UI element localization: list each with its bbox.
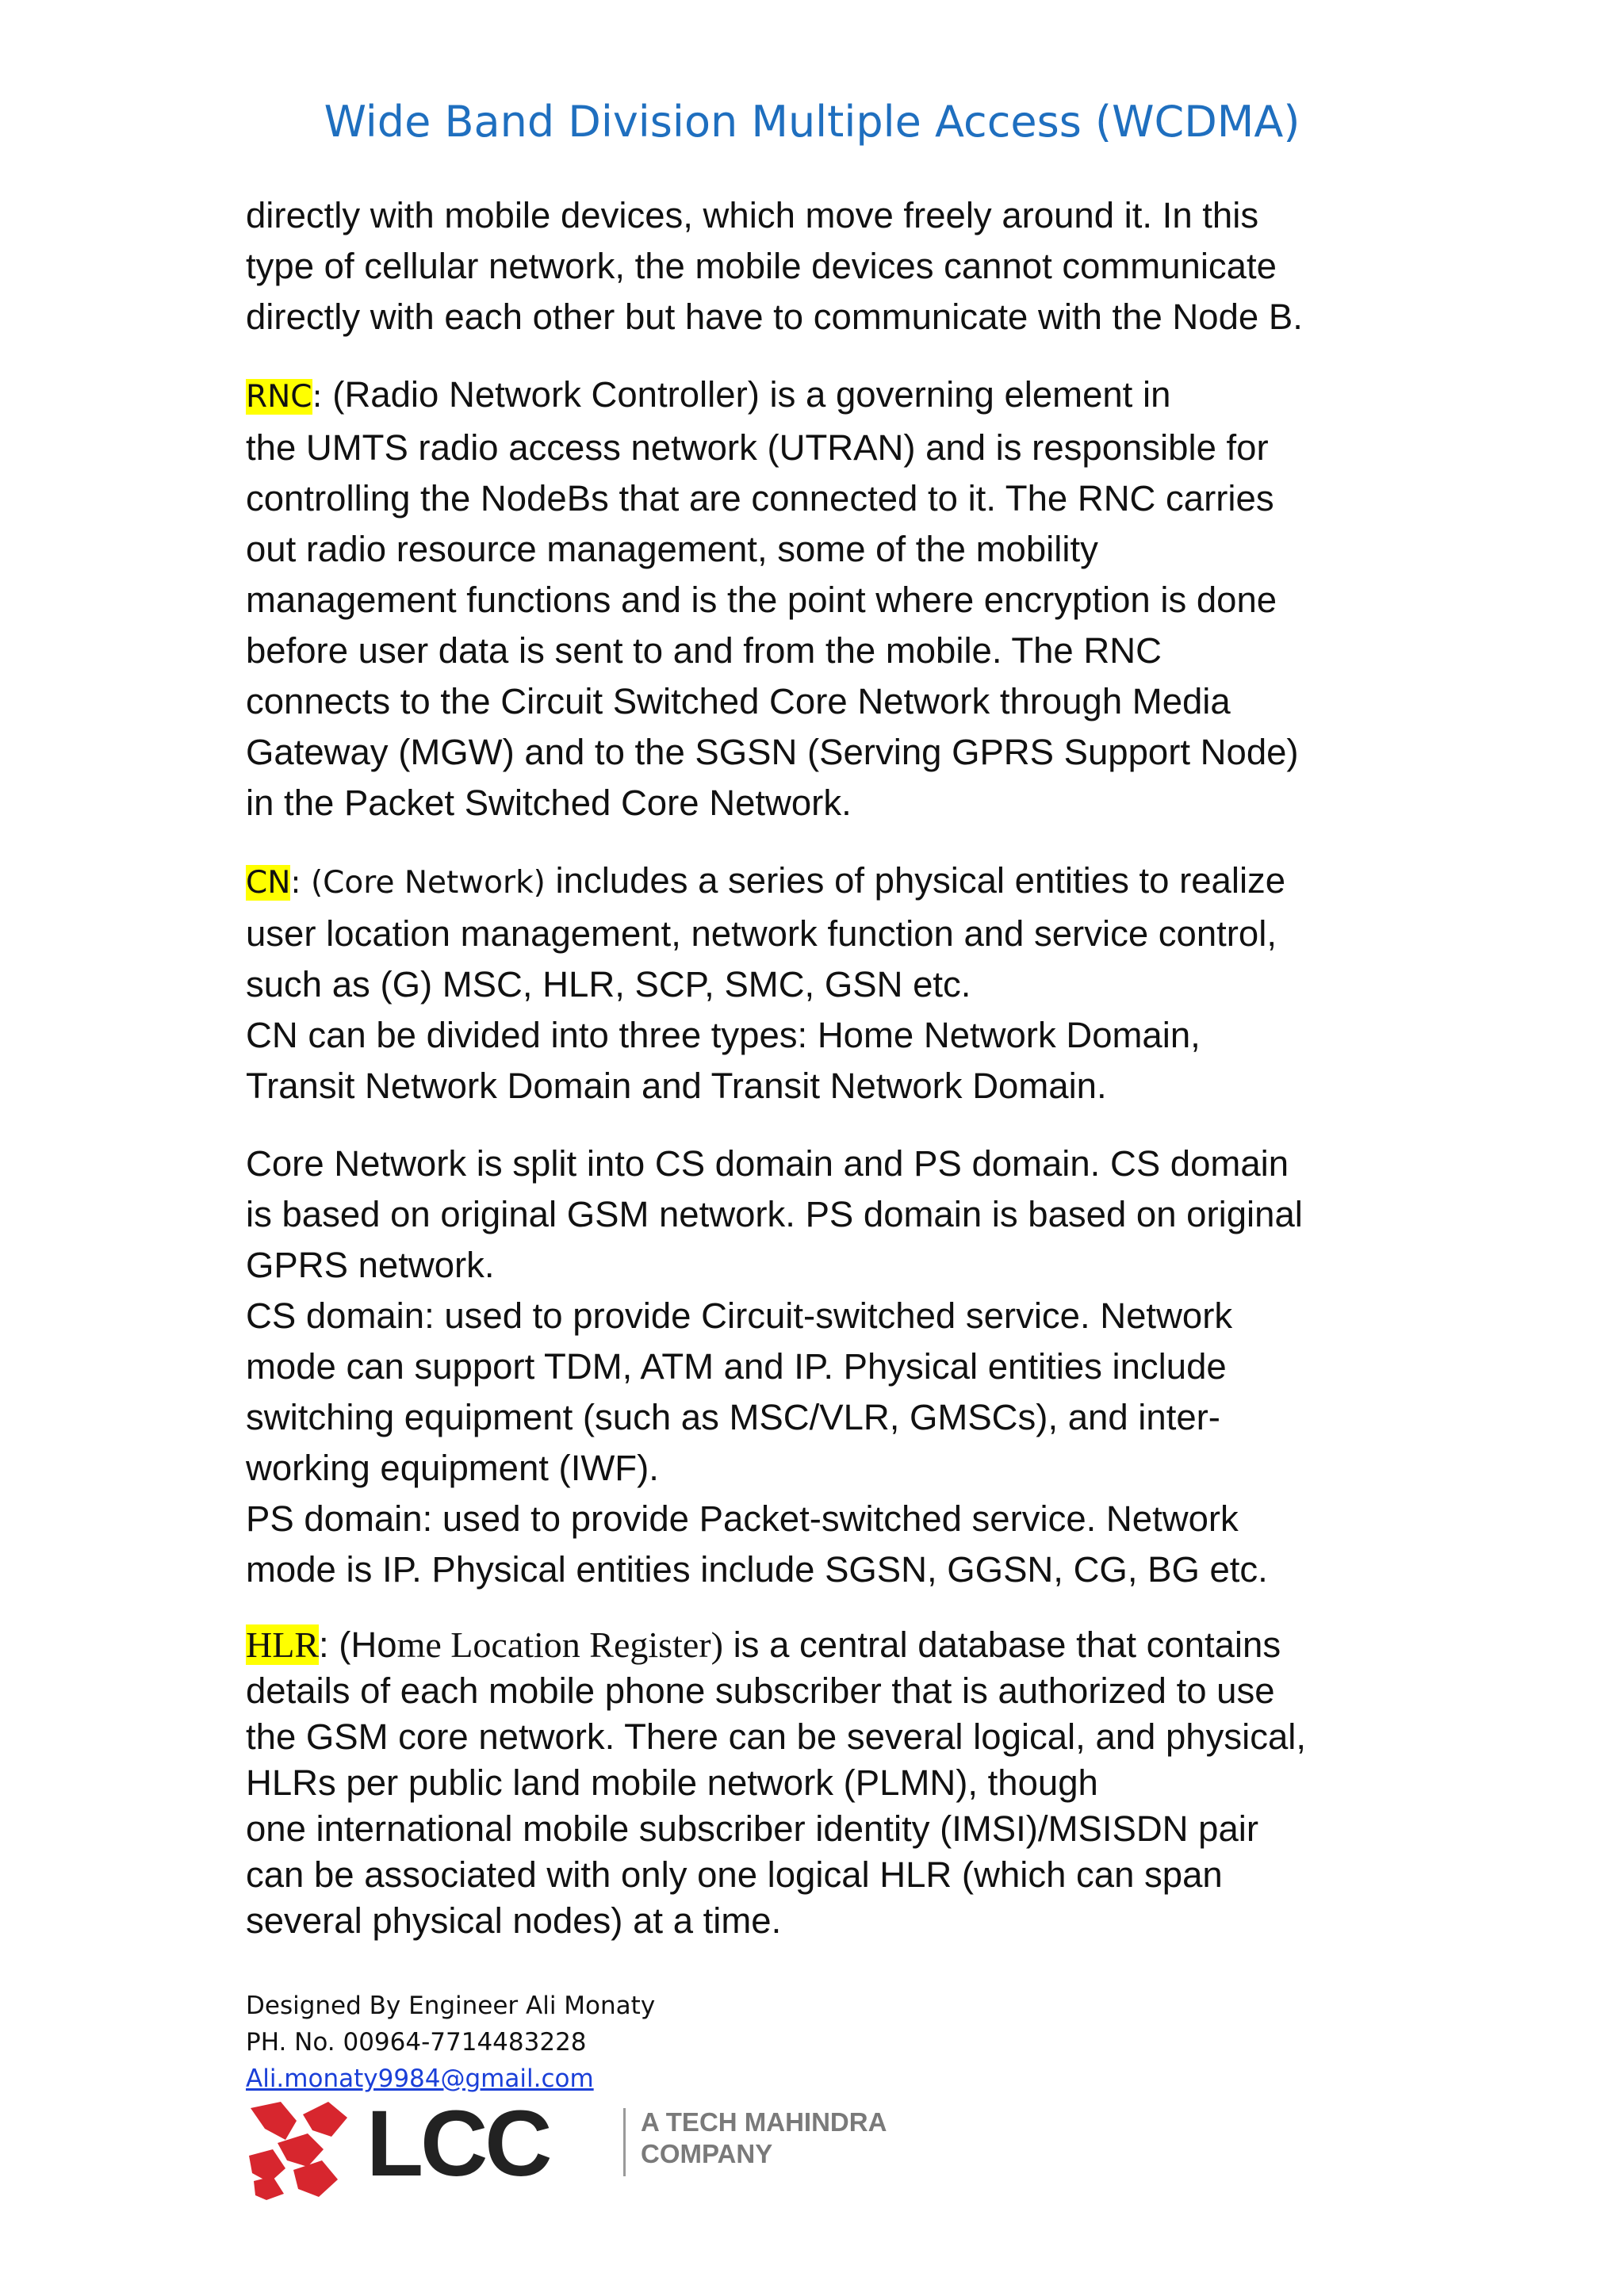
text-line: PS domain: used to provide Packet-switched service. Network	[246, 1498, 1239, 1539]
text-line: directly with each other but have to communicate with the Node B.	[246, 297, 1303, 337]
text-line: can be associated with only one logical HLR (which can span	[246, 1854, 1223, 1895]
page-title: Wide Band Division Multiple Access (WCDMA)	[324, 97, 1300, 147]
paragraph-cn	[246, 855, 1388, 1112]
text-line: several physical nodes) at a time.	[246, 1900, 782, 1941]
logo-divider	[623, 2108, 626, 2176]
text-line: connects to the Circuit Switched Core Network through Media	[246, 681, 1231, 721]
text-line: out radio resource management, some of the mobility	[246, 529, 1098, 569]
text-line	[246, 855, 1388, 909]
text-line: one international mobile subscriber identity (IMSI)/MSISDN pair	[246, 1808, 1259, 1849]
highlighted-term-hlr: HLR	[246, 1624, 319, 1665]
paragraph-rnc	[246, 369, 1388, 828]
term-expansion: me Location Register)	[396, 1624, 723, 1665]
term-expansion: (Core Network)	[310, 865, 546, 901]
text-line: is based on original GSM network. PS domain is based on original	[246, 1194, 1303, 1234]
paragraph-intro	[246, 190, 1388, 342]
logo-tagline-line: A TECH MAHINDRA	[641, 2107, 887, 2137]
text-line: mode can support TDM, ATM and IP. Physical entities include	[246, 1346, 1227, 1387]
text-line: the UMTS radio access network (UTRAN) and is responsible for	[246, 427, 1269, 468]
footer	[246, 1988, 655, 2097]
paragraph-hlr	[246, 1622, 1388, 1944]
text-line: CN can be divided into three types: Home Network Domain,	[246, 1015, 1201, 1055]
company-logo	[246, 2091, 959, 2200]
term-colon: : (Ho	[319, 1624, 397, 1665]
text-line: Gateway (MGW) and to the SGSN (Serving GPRS Support Node)	[246, 732, 1299, 772]
text-line: GPRS network.	[246, 1245, 495, 1285]
text-line: such as (G) MSC, HLR, SCP, SMC, GSN etc.	[246, 964, 971, 1004]
lcc-mark-icon	[246, 2097, 365, 2200]
logo-tagline	[641, 2107, 887, 2170]
text-line: Core Network is split into CS domain and PS domain. CS domain	[246, 1143, 1289, 1184]
footer-designer: Designed By Engineer Ali Monaty	[246, 1992, 656, 2020]
text-line: in the Packet Switched Core Network.	[246, 783, 852, 823]
term-colon: :	[290, 865, 311, 901]
text-line	[246, 1622, 1388, 1668]
text-line: mode is IP. Physical entities include SGSN, GGSN, CG, BG etc.	[246, 1549, 1268, 1590]
text-fragment: (Radio Network Controller) is a governing element in	[322, 374, 1171, 415]
text-fragment: is a central database that contains	[722, 1624, 1281, 1665]
logo-tagline-line: COMPANY	[641, 2139, 773, 2168]
footer-email-link[interactable]: Ali.monaty9984@gmail.com	[246, 2064, 594, 2093]
text-line: HLRs per public land mobile network (PLMN), though	[246, 1762, 1098, 1803]
text-line: Transit Network Domain and Transit Network Domain.	[246, 1066, 1107, 1106]
text-line: user location management, network function and service control,	[246, 913, 1277, 954]
paragraph-core-network	[246, 1138, 1388, 1595]
text-fragment: includes a series of physical entities to realize	[545, 860, 1286, 901]
text-line: CS domain: used to provide Circuit-switched service. Network	[246, 1295, 1233, 1336]
text-line: directly with mobile devices, which move freely around it. In this	[246, 195, 1259, 235]
text-line: type of cellular network, the mobile devices cannot communicate	[246, 246, 1277, 286]
text-line: details of each mobile phone subscriber that is authorized to use	[246, 1670, 1275, 1711]
logo-brand-text: LCC	[366, 2091, 550, 2196]
term-colon: :	[312, 379, 323, 415]
text-line: before user data is sent to and from the mobile. The RNC	[246, 630, 1162, 671]
document-body	[246, 190, 1388, 1971]
highlighted-term-rnc: RNC	[246, 379, 312, 415]
footer-phone: PH. No. 00964-7714483228	[246, 2028, 587, 2057]
text-line	[246, 369, 1388, 423]
text-line: the GSM core network. There can be several logical, and physical,	[246, 1716, 1307, 1757]
text-line: switching equipment (such as MSC/VLR, GMSCs), and inter-	[246, 1397, 1220, 1437]
text-line: controlling the NodeBs that are connected to it. The RNC carries	[246, 478, 1274, 519]
highlighted-term-cn: CN	[246, 865, 291, 901]
text-line: management functions and is the point where encryption is done	[246, 580, 1277, 620]
text-line: working equipment (IWF).	[246, 1448, 659, 1488]
